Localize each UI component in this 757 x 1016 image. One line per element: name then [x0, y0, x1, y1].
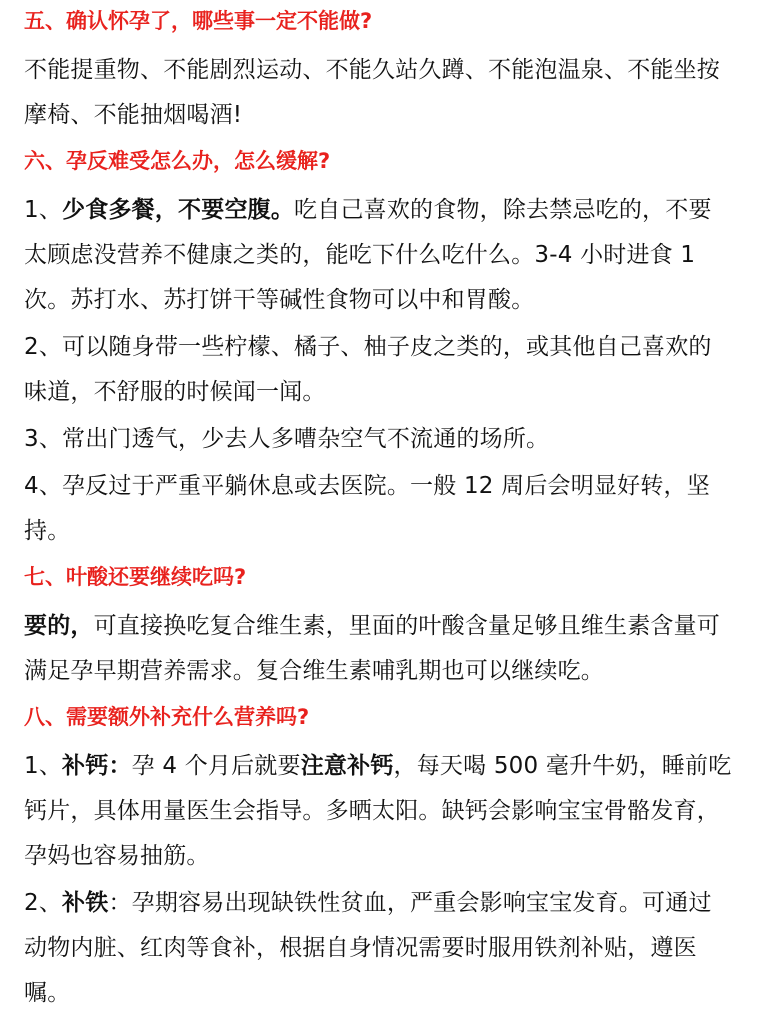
section-heading: 七、叶酸还要继续吃吗?: [24, 565, 247, 589]
tip-number: 1、: [24, 197, 63, 223]
section-heading: 八、需要额外补充什么营养吗?: [24, 705, 310, 729]
nutrient-paragraph: [24, 744, 733, 879]
nutrient-number: 1、: [24, 753, 63, 779]
answer-text: 可直接换吃复合维生素，里面的叶酸含量足够且维生素含量可满足孕早期营养需求。复合维生素哺乳期也可以继续吃。: [24, 613, 721, 684]
nutrient-text: ：孕期容易出现缺铁性贫血，严重会影响宝宝发育。可通过动物内脏、红肉等食补，根据自身情况需要时服用铁剂补贴，遵医嘱。: [24, 890, 712, 1006]
answer-paragraph: [24, 604, 733, 694]
tip-paragraph: 4、孕反过于严重平躺休息或去医院。一般 12 周后会明显好转，坚持。: [24, 473, 710, 544]
nutrient-text: ，每天喝 500 毫升牛奶，睡前吃钙片，具体用量医生会指导。多晒太阳。缺钙会影响宝宝骨骼发育，孕妈也容易抽筋。: [24, 753, 732, 869]
tip-paragraph: [24, 188, 733, 323]
tip-paragraph: 2、可以随身带一些柠檬、橘子、柚子皮之类的，或其他自己喜欢的味道，不舒服的时候闻一闻。: [24, 334, 712, 405]
nutrient-paragraph: [24, 881, 733, 1016]
section-five: [24, 6, 733, 138]
section-eight: [24, 702, 733, 1016]
nutrient-emphasis: 注意补钙: [300, 753, 394, 779]
answer-emphasis: 要的，: [24, 613, 94, 639]
section-body: 不能提重物、不能剧烈运动、不能久站久蹲、不能泡温泉、不能坐按摩椅、不能抽烟喝酒!: [24, 57, 720, 128]
nutrient-title: 补钙：: [62, 753, 132, 779]
section-seven: [24, 562, 733, 694]
tip-emphasis: 少食多餐，不要空腹。: [62, 197, 295, 223]
section-six: [24, 146, 733, 554]
tip-text: 吃自己喜欢的食物，除去禁忌吃的，不要太顾虑没营养不健康之类的，能吃下什么吃什么。3-4 小时进食 1 次。苏打水、苏打饼干等碱性食物可以中和胃酸。: [24, 197, 712, 313]
section-heading: 六、孕反难受怎么办，怎么缓解?: [24, 149, 331, 173]
nutrient-number: 2、: [24, 890, 63, 916]
tip-paragraph: 3、常出门透气，少去人多嘈杂空气不流通的场所。: [24, 426, 550, 452]
nutrient-title: 补铁: [62, 890, 109, 916]
nutrient-text: 孕 4 个月后就要: [131, 753, 301, 779]
section-heading: 五、确认怀孕了，哪些事一定不能做?: [24, 9, 373, 33]
